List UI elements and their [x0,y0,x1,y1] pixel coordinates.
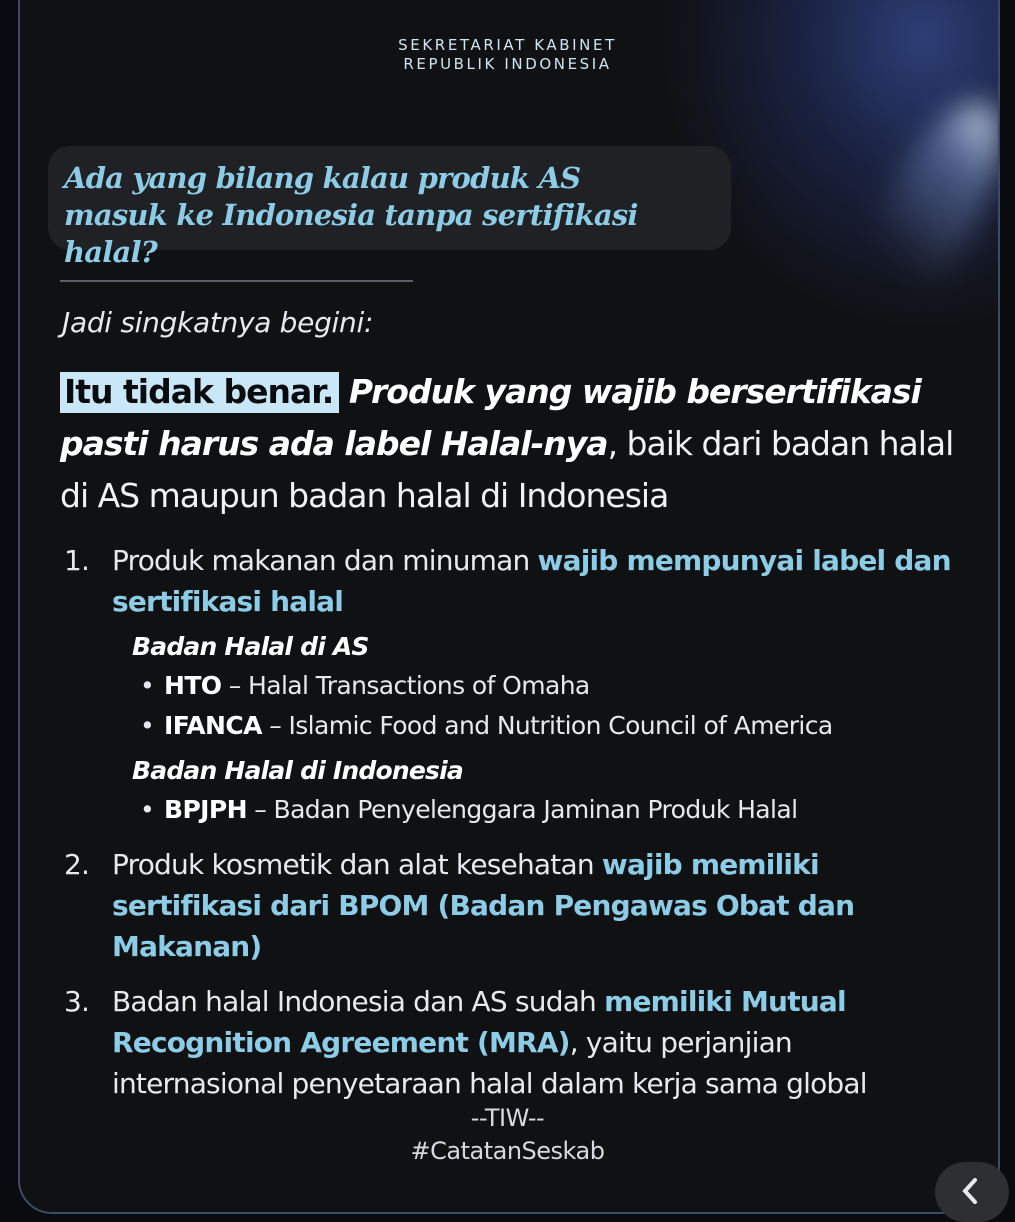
body-abbr: BPJPH [164,795,247,824]
item-after-text: , yaitu perjanjian internasional penyetaraan halal dalam kerja sama global [112,1026,867,1100]
lead-bold: Produk yang wajib bersertifikasi pasti harus ada label Halal-nya [60,372,921,463]
body-sep: – [261,711,289,740]
question-line-2: masuk ke Indonesia tanpa sertifikasi halal? [64,198,638,269]
item-number: 2. [64,848,90,881]
body-sep: – [221,671,249,700]
body-name: Halal Transactions of Omaha [248,671,590,700]
intro-text: Jadi singkatnya begini: [62,306,374,339]
header-line-2: REPUBLIK INDONESIA [403,55,612,73]
hashtag[interactable]: #CatatanSeskab [410,1137,605,1165]
item-plain-text: Badan halal Indonesia dan AS sudah [112,985,605,1018]
publisher-header [0,36,1015,74]
signature: --TIW-- [470,1104,545,1132]
previous-button[interactable] [935,1162,1009,1222]
body-sep: – [246,795,274,824]
body-abbr: HTO [164,671,222,700]
id-bodies-title: Badan Halal di Indonesia [132,756,463,785]
item-bold-text: memiliki Mutual Recognition Agreement (MRA) [112,985,846,1059]
body-name: Badan Penyelenggara Jaminan Produk Halal [273,795,798,824]
point-list [64,540,954,1118]
item-plain-text: Produk makanan dan minuman [112,544,538,577]
item-plain-text: Produk kosmetik dan alat kesehatan [112,848,602,881]
lead-statement [60,366,960,522]
body-name: Islamic Food and Nutrition Council of America [288,711,833,740]
list-item [64,540,954,830]
footer [0,1102,1015,1168]
list-item [64,844,954,967]
item-bold-text: wajib memiliki sertifikasi dari BPOM (Badan Pengawas Obat dan Makanan) [112,848,855,963]
list-item [64,981,954,1104]
us-body-hto [140,666,954,706]
lead-rest: , baik dari badan halal di AS maupun badan halal di Indonesia [60,424,954,515]
item-number: 1. [64,544,90,577]
lead-highlight: Itu tidak benar. [60,372,339,413]
item-bold-text: wajib mempunyai label dan sertifikasi halal [112,544,951,618]
id-body-bpjph [140,790,954,830]
header-line-1: SEKRETARIAT KABINET [398,36,617,54]
question-line-1: Ada yang bilang kalau produk AS [64,161,581,195]
us-bodies-title: Badan Halal di AS [132,632,369,661]
body-abbr: IFANCA [164,711,262,740]
us-body-ifanca [140,706,954,746]
chevron-left-icon [959,1176,983,1206]
divider [60,280,413,282]
item-number: 3. [64,985,90,1018]
question-text [64,160,734,271]
